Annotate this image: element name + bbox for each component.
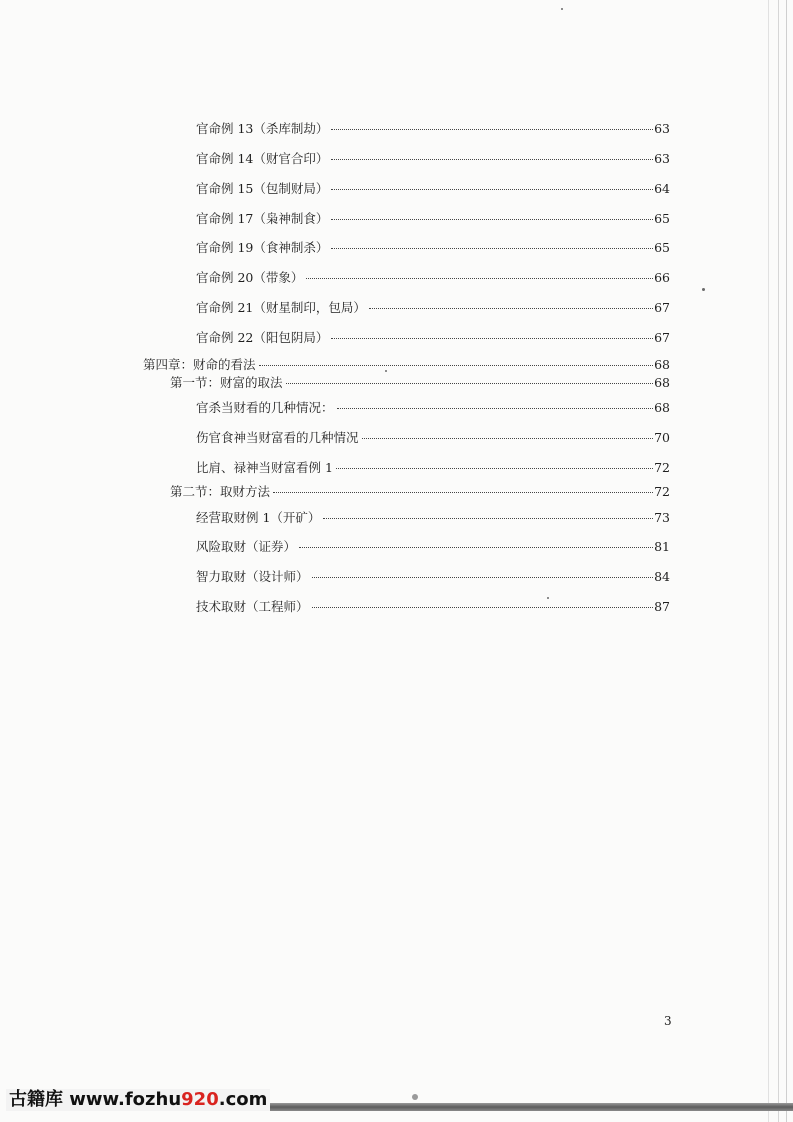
toc-entry-shangguan-as-wealth[interactable] <box>196 430 670 446</box>
toc-entry-title: 伤官食神当财富看的几种情况 <box>196 430 359 445</box>
toc-entry-business-wealth[interactable] <box>196 510 670 526</box>
toc-entry-guan-19[interactable] <box>196 240 670 256</box>
toc-leader-dots <box>331 219 653 220</box>
scan-speck <box>561 8 563 10</box>
toc-entry-page: 68 <box>654 375 670 390</box>
toc-entry-title: 比肩、禄神当财富看例 1 <box>196 460 333 475</box>
watermark-suffix: .com <box>218 1089 268 1110</box>
toc-entry-section-1[interactable] <box>170 375 670 391</box>
toc-entry-guan-17[interactable] <box>196 211 670 227</box>
toc-leader-dots <box>312 607 654 608</box>
toc-leader-dots <box>286 383 654 384</box>
scan-bottom-shadow <box>250 1103 793 1111</box>
scan-speck <box>412 1094 418 1100</box>
toc-entry-page: 67 <box>654 330 670 345</box>
toc-leader-dots <box>369 308 653 309</box>
toc-leader-dots <box>273 492 653 493</box>
toc-entry-title: 官命例 15（包制财局） <box>196 181 329 196</box>
toc-leader-dots <box>331 129 653 130</box>
toc-leader-dots <box>331 248 653 249</box>
toc-entry-page: 72 <box>654 460 670 475</box>
toc-entry-page: 81 <box>654 539 670 554</box>
toc-entry-guan-14[interactable] <box>196 151 670 167</box>
toc-entry-title: 官命例 13（杀库制劫） <box>196 121 329 136</box>
toc-entry-page: 64 <box>654 181 670 196</box>
site-watermark <box>6 1089 270 1111</box>
toc-entry-guansha-as-wealth[interactable] <box>196 400 670 416</box>
toc-entry-page: 70 <box>654 430 670 445</box>
toc-entry-title: 第二节：取财方法 <box>170 484 271 499</box>
toc-entry-title: 智力取财（设计师） <box>196 569 309 584</box>
toc-entry-page: 65 <box>654 240 670 255</box>
toc-entry-guan-21[interactable] <box>196 300 670 316</box>
toc-entry-page: 67 <box>654 300 670 315</box>
toc-entry-page: 73 <box>654 510 670 525</box>
toc-entry-intellect-wealth[interactable] <box>196 569 670 585</box>
scan-speck <box>702 288 705 291</box>
toc-leader-dots <box>312 577 654 578</box>
toc-entry-page: 63 <box>654 151 670 166</box>
toc-leader-dots <box>331 159 653 160</box>
toc-entry-tech-wealth[interactable] <box>196 599 670 615</box>
scan-edge-line <box>778 0 779 1122</box>
toc-leader-dots <box>306 278 653 279</box>
toc-entry-risk-wealth[interactable] <box>196 539 670 555</box>
toc-entry-guan-20[interactable] <box>196 270 670 286</box>
toc-leader-dots <box>259 365 654 366</box>
toc-entry-guan-15[interactable] <box>196 181 670 197</box>
scan-edge-line <box>768 0 769 1122</box>
page-number: 3 <box>664 1014 672 1028</box>
toc-leader-dots <box>337 408 654 409</box>
toc-entry-page: 72 <box>654 484 670 499</box>
toc-leader-dots <box>299 547 653 548</box>
toc-entry-title: 官命例 21（财星制印，包局） <box>196 300 366 315</box>
toc-entry-page: 68 <box>654 400 670 415</box>
toc-entry-title: 风险取财（证券） <box>196 539 297 554</box>
toc-entry-section-2[interactable] <box>170 484 670 500</box>
watermark-accent: 920 <box>181 1089 219 1110</box>
toc-leader-dots <box>331 189 653 190</box>
toc-entry-page: 68 <box>654 357 670 372</box>
scan-edge-line <box>786 0 787 1122</box>
toc-entry-title: 技术取财（工程师） <box>196 599 309 614</box>
toc-leader-dots <box>336 468 653 469</box>
toc-entry-title: 第四章：财命的看法 <box>143 357 256 372</box>
toc-entry-guan-13[interactable] <box>196 121 670 137</box>
toc-entry-title: 官命例 22（阳包阴局） <box>196 330 329 345</box>
toc-leader-dots <box>323 518 653 519</box>
toc-entry-page: 65 <box>654 211 670 226</box>
toc-entry-title: 第一节：财富的取法 <box>170 375 283 390</box>
toc-entry-chapter-4[interactable] <box>143 357 670 373</box>
scan-speck <box>547 597 549 599</box>
toc-leader-dots <box>362 438 654 439</box>
toc-entry-title: 官命例 14（财官合印） <box>196 151 329 166</box>
toc-entry-page: 63 <box>654 121 670 136</box>
toc-entry-page: 87 <box>654 599 670 614</box>
toc-leader-dots <box>331 338 653 339</box>
watermark-prefix: 古籍库 www.fozhu <box>9 1089 182 1110</box>
toc-entry-title: 经营取财例 1（开矿） <box>196 510 321 525</box>
toc-entry-title: 官命例 20（带象） <box>196 270 304 285</box>
toc-entry-title: 官命例 19（食神制杀） <box>196 240 329 255</box>
toc-entry-bijian-example[interactable] <box>196 460 670 476</box>
toc-entry-page: 84 <box>654 569 670 584</box>
toc-entry-title: 官命例 17（枭神制食） <box>196 211 329 226</box>
scan-speck <box>385 370 387 372</box>
toc-entry-page: 66 <box>654 270 670 285</box>
toc-entry-guan-22[interactable] <box>196 330 670 346</box>
toc-entry-title: 官杀当财看的几种情况： <box>196 400 334 415</box>
